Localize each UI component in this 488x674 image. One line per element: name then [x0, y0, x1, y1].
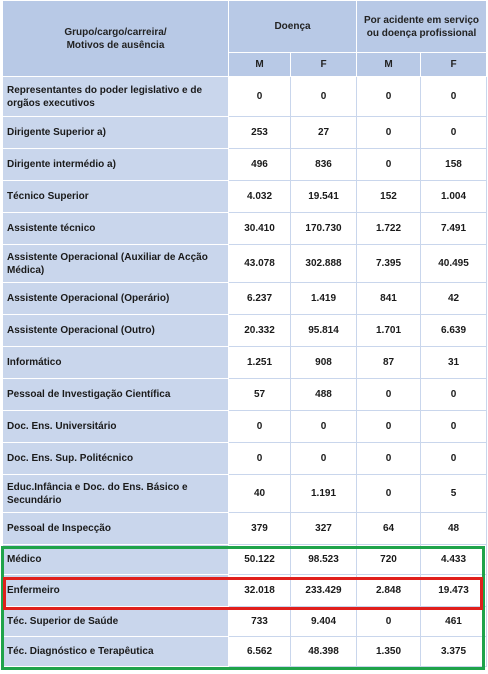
- cell-value: 1.701: [357, 315, 421, 347]
- cell-value: 488: [291, 379, 357, 411]
- cell-value: 0: [357, 117, 421, 149]
- cell-value: 327: [291, 513, 357, 545]
- table-row: [3, 77, 487, 117]
- header-group-label: Grupo/cargo/carreira/ Motivos de ausência: [64, 26, 167, 51]
- cell-value: 30.410: [229, 213, 291, 245]
- row-label: Assistente técnico: [3, 213, 229, 245]
- cell-value: 0: [357, 411, 421, 443]
- absence-table-container: [2, 0, 486, 667]
- header-m-acidente: M: [357, 53, 421, 77]
- cell-value: 0: [421, 117, 487, 149]
- cell-value: 0: [357, 77, 421, 117]
- row-label: Pessoal de Investigação Científica: [3, 379, 229, 411]
- cell-value: 64: [357, 513, 421, 545]
- cell-value: 1.191: [291, 475, 357, 513]
- cell-value: 0: [357, 149, 421, 181]
- row-label: Representantes do poder legislativo e de orgãos executivos: [3, 77, 229, 117]
- table-row: [3, 513, 487, 545]
- cell-value: 43.078: [229, 245, 291, 283]
- cell-value: 7.395: [357, 245, 421, 283]
- cell-value: 0: [421, 77, 487, 117]
- cell-value: 0: [421, 379, 487, 411]
- cell-value: 152: [357, 181, 421, 213]
- cell-value: 5: [421, 475, 487, 513]
- table-row: [3, 607, 487, 637]
- header-acidente: Por acidente em serviço ou doença profissional: [357, 1, 487, 53]
- table-row: [3, 443, 487, 475]
- cell-value: 720: [357, 545, 421, 575]
- cell-value: 253: [229, 117, 291, 149]
- header-m-doenca: M: [229, 53, 291, 77]
- cell-value: 0: [357, 475, 421, 513]
- row-label: Assistente Operacional (Operário): [3, 283, 229, 315]
- table-row: [3, 117, 487, 149]
- table-row: [3, 545, 487, 575]
- cell-value: 836: [291, 149, 357, 181]
- cell-value: 233.429: [291, 575, 357, 607]
- cell-value: 0: [357, 607, 421, 637]
- row-label: Pessoal de Inspecção: [3, 513, 229, 545]
- cell-value: 40: [229, 475, 291, 513]
- cell-value: 496: [229, 149, 291, 181]
- cell-value: 908: [291, 347, 357, 379]
- row-label: Dirigente Superior a): [3, 117, 229, 149]
- cell-value: 4.433: [421, 545, 487, 575]
- cell-value: 27: [291, 117, 357, 149]
- cell-value: 0: [229, 411, 291, 443]
- row-label: Téc. Diagnóstico e Terapêutica: [3, 637, 229, 667]
- cell-value: 0: [291, 411, 357, 443]
- cell-value: 3.375: [421, 637, 487, 667]
- cell-value: 2.848: [357, 575, 421, 607]
- cell-value: 7.491: [421, 213, 487, 245]
- cell-value: 841: [357, 283, 421, 315]
- cell-value: 1.419: [291, 283, 357, 315]
- table-row: [3, 637, 487, 667]
- table-row: [3, 245, 487, 283]
- row-label: Téc. Superior de Saúde: [3, 607, 229, 637]
- cell-value: 1.251: [229, 347, 291, 379]
- cell-value: 57: [229, 379, 291, 411]
- table-row: [3, 283, 487, 315]
- cell-value: 6.639: [421, 315, 487, 347]
- table-row: [3, 475, 487, 513]
- table-row: [3, 379, 487, 411]
- cell-value: 0: [421, 411, 487, 443]
- cell-value: 1.350: [357, 637, 421, 667]
- cell-value: 0: [357, 379, 421, 411]
- row-label: Doc. Ens. Sup. Politécnico: [3, 443, 229, 475]
- cell-value: 0: [291, 443, 357, 475]
- cell-value: 302.888: [291, 245, 357, 283]
- cell-value: 1.722: [357, 213, 421, 245]
- header-f-acidente: F: [421, 53, 487, 77]
- row-label: Enfermeiro: [3, 575, 229, 607]
- cell-value: 6.237: [229, 283, 291, 315]
- table-row: [3, 315, 487, 347]
- row-label: Informático: [3, 347, 229, 379]
- cell-value: 461: [421, 607, 487, 637]
- row-label: Assistente Operacional (Auxiliar de Acção Médica): [3, 245, 229, 283]
- cell-value: 0: [229, 77, 291, 117]
- cell-value: 31: [421, 347, 487, 379]
- cell-value: 4.032: [229, 181, 291, 213]
- row-label: Médico: [3, 545, 229, 575]
- cell-value: 50.122: [229, 545, 291, 575]
- table-row: [3, 411, 487, 443]
- cell-value: 19.541: [291, 181, 357, 213]
- cell-value: 19.473: [421, 575, 487, 607]
- cell-value: 0: [229, 443, 291, 475]
- header-doenca: Doença: [229, 1, 357, 53]
- row-label: Técnico Superior: [3, 181, 229, 213]
- cell-value: 0: [357, 443, 421, 475]
- table-row: [3, 575, 487, 607]
- table-row: [3, 149, 487, 181]
- table-row: [3, 213, 487, 245]
- cell-value: 32.018: [229, 575, 291, 607]
- absence-table: [2, 0, 487, 667]
- cell-value: 1.004: [421, 181, 487, 213]
- cell-value: 9.404: [291, 607, 357, 637]
- cell-value: 0: [291, 77, 357, 117]
- cell-value: 20.332: [229, 315, 291, 347]
- cell-value: 95.814: [291, 315, 357, 347]
- header-f-doenca: F: [291, 53, 357, 77]
- row-label: Dirigente intermédio a): [3, 149, 229, 181]
- cell-value: 48.398: [291, 637, 357, 667]
- cell-value: 0: [421, 443, 487, 475]
- cell-value: 6.562: [229, 637, 291, 667]
- cell-value: 42: [421, 283, 487, 315]
- row-label: Assistente Operacional (Outro): [3, 315, 229, 347]
- cell-value: 40.495: [421, 245, 487, 283]
- cell-value: 733: [229, 607, 291, 637]
- cell-value: 170.730: [291, 213, 357, 245]
- cell-value: 48: [421, 513, 487, 545]
- cell-value: 87: [357, 347, 421, 379]
- table-row: [3, 347, 487, 379]
- table-row: [3, 181, 487, 213]
- header-group: [3, 1, 229, 77]
- cell-value: 158: [421, 149, 487, 181]
- cell-value: 98.523: [291, 545, 357, 575]
- row-label: Educ.Infância e Doc. do Ens. Básico e Secundário: [3, 475, 229, 513]
- cell-value: 379: [229, 513, 291, 545]
- row-label: Doc. Ens. Universitário: [3, 411, 229, 443]
